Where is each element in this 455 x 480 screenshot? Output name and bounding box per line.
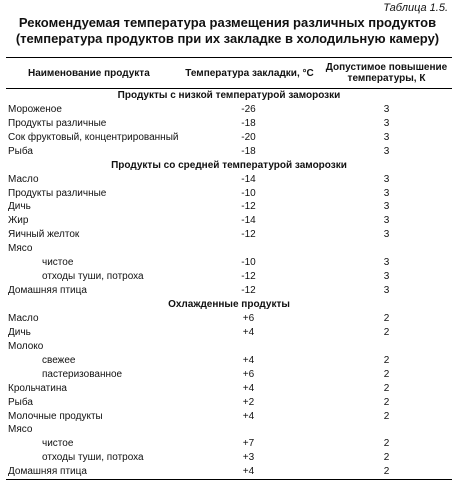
product-name: Масло <box>8 173 39 185</box>
product-name: Жир <box>8 215 29 227</box>
temperature-rise-value: 3 <box>383 257 390 269</box>
table-row <box>6 312 452 326</box>
section-label: Продукты со средней температурой заморозки <box>111 159 347 171</box>
product-name: Крольчатина <box>8 382 67 394</box>
temperature-rise-value: 2 <box>383 368 390 380</box>
table-row <box>6 242 452 256</box>
product-name: Продукты различные <box>8 187 107 199</box>
product-name: Мороженое <box>8 103 62 115</box>
table-row <box>6 340 452 354</box>
temperature-value: -10 <box>241 257 256 269</box>
temperature-value: +4 <box>242 382 255 394</box>
product-name: Сок фруктовый, концентрированный <box>8 131 179 143</box>
table-row <box>6 117 452 131</box>
table-row <box>6 410 452 424</box>
table-body <box>6 89 452 480</box>
product-name: чистое <box>42 438 74 450</box>
temperature-rise-value: 3 <box>383 145 390 157</box>
product-name: Яичный желток <box>8 229 80 241</box>
product-name: Дичь <box>8 326 31 338</box>
title-line-2: (температура продуктов при их закладке в холодильную камеру) <box>15 31 440 46</box>
temperature-value <box>178 424 321 438</box>
temperature-value: -20 <box>241 131 256 143</box>
temperature-rise-value: 3 <box>383 103 390 115</box>
table-row <box>6 173 452 187</box>
temperature-value: -12 <box>241 201 256 213</box>
table-row <box>6 437 452 451</box>
product-name: Мясо <box>8 424 33 436</box>
table-row <box>6 187 452 201</box>
table-row <box>6 368 452 382</box>
temperature-value: -14 <box>241 215 256 227</box>
temperature-value: +6 <box>242 312 255 324</box>
temperature-value: -18 <box>241 145 256 157</box>
header-temperature-rise <box>321 58 452 89</box>
temperature-value: -10 <box>241 187 256 199</box>
product-name: Молоко <box>8 340 44 352</box>
header-temperature: Температура закладки, °С <box>178 58 321 89</box>
table-caption: Таблица 1.5. <box>383 2 448 14</box>
section-label: Продукты с низкой температурой заморозки <box>117 89 341 101</box>
table-row <box>6 131 452 145</box>
temperature-rise-value: 3 <box>383 201 390 213</box>
temperature-value: +3 <box>242 452 255 464</box>
product-name: отходы туши, потроха <box>42 271 144 283</box>
temperature-rise-value: 2 <box>383 312 390 324</box>
temperature-rise-value: 2 <box>383 452 390 464</box>
table-row <box>6 451 452 465</box>
temperature-rise-value: 3 <box>383 271 390 283</box>
temperature-rise-value: 2 <box>383 354 390 366</box>
temperature-table <box>6 57 452 480</box>
temperature-value: +7 <box>242 438 255 450</box>
product-name: Мясо <box>8 243 33 255</box>
temperature-rise-value: 2 <box>383 326 390 338</box>
temperature-rise-value <box>321 340 452 354</box>
product-name: Дичь <box>8 201 31 213</box>
table-row <box>6 424 452 438</box>
temperature-rise-value: 3 <box>383 131 390 143</box>
section-row <box>6 159 452 173</box>
section-row <box>6 298 452 312</box>
table-row <box>6 256 452 270</box>
product-name: Продукты различные <box>8 117 107 129</box>
temperature-rise-value: 3 <box>383 173 390 185</box>
temperature-value: +4 <box>178 465 321 479</box>
product-name: Молочные продукты <box>8 410 103 422</box>
product-name: пастеризованное <box>42 368 123 380</box>
temperature-value: -18 <box>241 117 256 129</box>
table-row <box>6 145 452 159</box>
product-name: чистое <box>42 257 74 269</box>
temperature-value: +2 <box>242 396 255 408</box>
title-line-1: Рекомендуемая температура размещения различных продуктов <box>18 15 437 30</box>
table-header-row <box>6 58 452 89</box>
temperature-value: -12 <box>241 285 256 297</box>
table-row <box>6 326 452 340</box>
temperature-rise-value: 2 <box>383 396 390 408</box>
table-row <box>6 382 452 396</box>
temperature-value: -26 <box>241 103 256 115</box>
temperature-value: +4 <box>242 354 255 366</box>
product-name: Домашняя птица <box>8 285 87 297</box>
table-row <box>6 103 452 117</box>
temperature-value: +4 <box>242 326 255 338</box>
product-name: отходы туши, потроха <box>42 452 144 464</box>
product-name: Масло <box>8 312 39 324</box>
temperature-value: -12 <box>241 271 256 283</box>
product-name: Рыба <box>8 396 33 408</box>
temperature-rise-value <box>321 424 452 438</box>
product-name: свежее <box>42 354 76 366</box>
header-product-name: Наименование продукта <box>6 58 178 89</box>
table-row <box>6 354 452 368</box>
temperature-rise-value: 3 <box>383 187 390 199</box>
table-row <box>6 270 452 284</box>
temperature-rise-value: 2 <box>383 438 390 450</box>
temperature-value: -12 <box>241 229 256 241</box>
table-row <box>6 284 452 298</box>
temperature-value <box>178 340 321 354</box>
temperature-value: +6 <box>242 368 255 380</box>
temperature-rise-value: 2 <box>383 382 390 394</box>
table-row <box>6 214 452 228</box>
product-name: Рыба <box>8 145 33 157</box>
temperature-rise-value: 3 <box>383 229 390 241</box>
temperature-value: -14 <box>241 173 256 185</box>
temperature-value: +4 <box>242 410 255 422</box>
header-rise-line-2: температуры, К <box>347 73 426 84</box>
product-name: Домашняя птица <box>6 465 178 479</box>
document-title <box>0 15 455 47</box>
header-rise-line-1: Допустимое повышение <box>325 62 448 73</box>
table-row <box>6 396 452 410</box>
table-row <box>6 228 452 242</box>
table-row <box>6 201 452 215</box>
temperature-rise-value <box>321 242 452 256</box>
temperature-rise-value: 3 <box>383 117 390 129</box>
temperature-rise-value: 2 <box>321 465 452 479</box>
temperature-rise-value: 3 <box>383 285 390 297</box>
temperature-rise-value: 3 <box>383 215 390 227</box>
section-row <box>6 89 452 103</box>
section-label: Охлажденные продукты <box>168 299 290 311</box>
temperature-value <box>178 242 321 256</box>
temperature-rise-value: 2 <box>383 410 390 422</box>
